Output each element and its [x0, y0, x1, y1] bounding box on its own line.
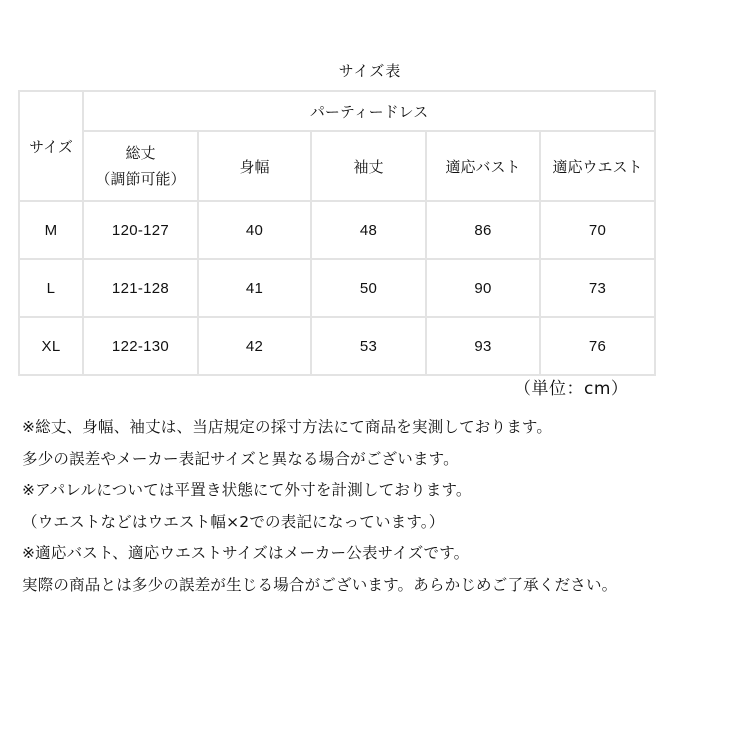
note-line: 多少の誤差やメーカー表記サイズと異なる場合がございます。: [22, 449, 459, 468]
table-cell: 122-130: [83, 317, 198, 375]
table-cell: 90: [426, 259, 540, 317]
size-table: [18, 90, 656, 376]
table-header-row: [19, 131, 655, 201]
table-group-header-row: [19, 91, 655, 131]
size-column-header: [19, 91, 83, 201]
note-line: ※アパレルについては平置き状態にて外寸を計測しております。: [22, 481, 472, 499]
column-header-sublabel: （調節可能）: [95, 170, 186, 188]
column-header-sleeve: 袖丈: [311, 131, 426, 201]
column-header-bust: 適応バスト: [426, 131, 540, 201]
note-line: ※総丈、身幅、袖丈は、当店規定の採寸方法にて商品を実測しております。: [22, 418, 553, 436]
notes-block: [22, 412, 738, 601]
table-cell: 48: [311, 201, 426, 259]
note-line: （ウエストなどはウエスト幅×2での表記になっています。）: [22, 512, 445, 531]
size-column-header-label: サイズ: [29, 138, 73, 156]
table-cell: 121-128: [83, 259, 198, 317]
note-line: 実際の商品とは多少の誤差が生じる場合がございます。あらかじめご了承ください。: [22, 575, 618, 594]
size-cell: M: [19, 201, 83, 259]
page-title: サイズ表: [338, 62, 402, 80]
size-cell: XL: [19, 317, 83, 375]
table-cell: 41: [198, 259, 311, 317]
table-cell: 53: [311, 317, 426, 375]
table-row: [19, 317, 655, 375]
unit-note: （単位：cm）: [514, 379, 629, 399]
table-cell: 93: [426, 317, 540, 375]
table-cell: 42: [198, 317, 311, 375]
column-header-label: 総丈: [125, 144, 156, 162]
column-header-waist: 適応ウエスト: [540, 131, 655, 201]
column-header-length: [83, 131, 198, 201]
table-cell: 86: [426, 201, 540, 259]
table-row: [19, 201, 655, 259]
table-row: [19, 259, 655, 317]
group-header: パーティードレス: [83, 91, 655, 131]
table-cell: 40: [198, 201, 311, 259]
table-cell: 50: [311, 259, 426, 317]
column-header-body-width: 身幅: [198, 131, 311, 201]
table-cell: 73: [540, 259, 655, 317]
table-cell: 70: [540, 201, 655, 259]
table-cell: 76: [540, 317, 655, 375]
note-line: ※適応バスト、適応ウエストサイズはメーカー公表サイズです。: [22, 544, 470, 562]
size-cell: L: [19, 259, 83, 317]
table-cell: 120-127: [83, 201, 198, 259]
